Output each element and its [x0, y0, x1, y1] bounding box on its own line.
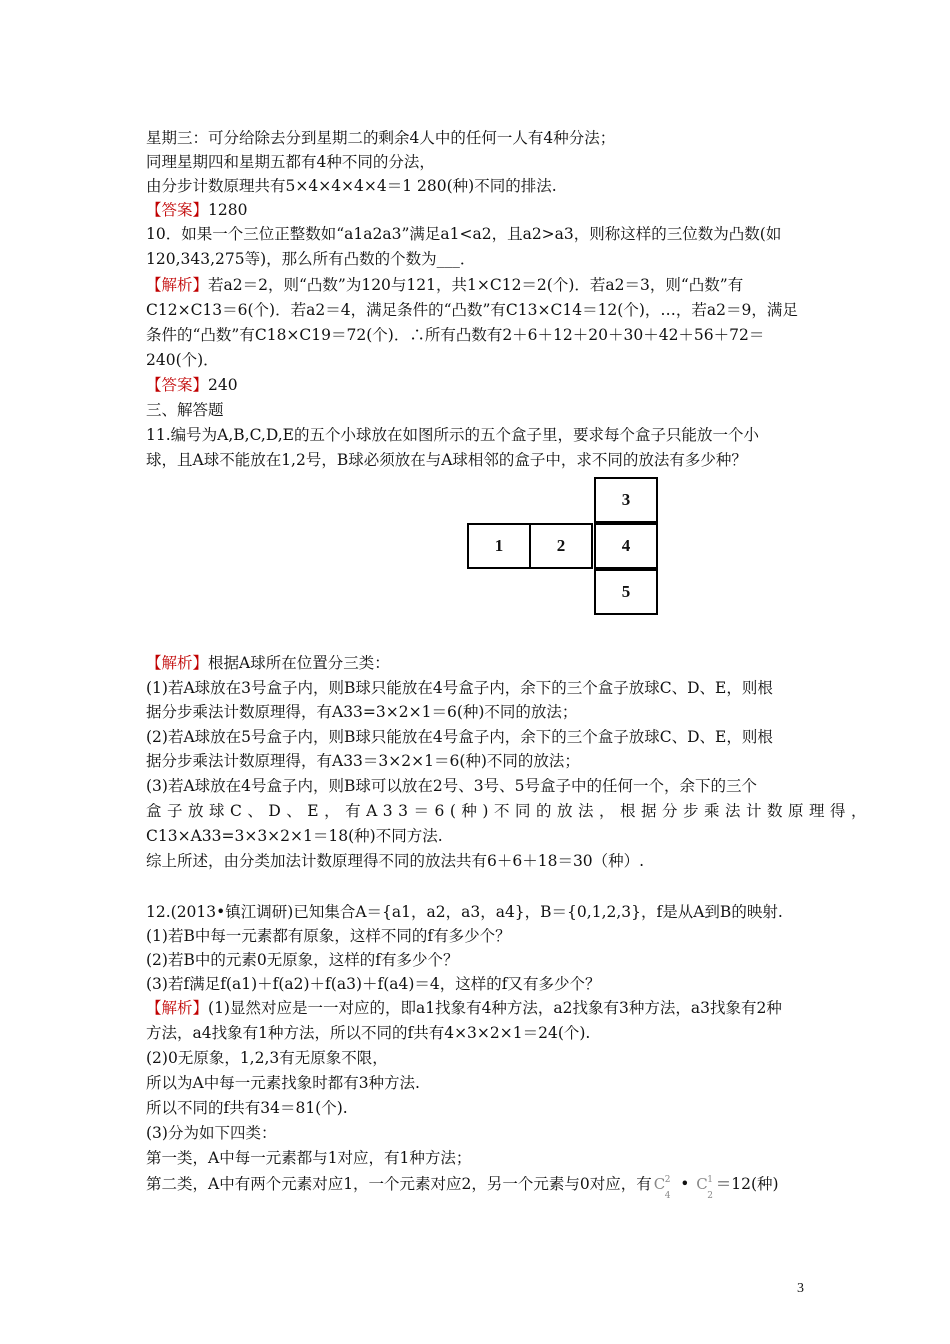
- text-line: 球，且A球不能放在1,2号，B球必须放在与A球相邻的盒子中，求不同的放法有多少种？: [146, 451, 747, 469]
- answer-tag: 【答案】: [146, 201, 209, 219]
- combination-symbol: C 1 2: [696, 1175, 714, 1201]
- text-line: (1)若A球放在3号盒子内，则B球只能放在4号盒子内，余下的三个盒子放球C、D、E，则根: [146, 679, 773, 697]
- text-line: 方法，a4找象有1种方法，所以不同的f共有4×3×2×1＝24(个).: [146, 1024, 591, 1042]
- combination-symbol: C 2 4: [653, 1175, 671, 1201]
- analysis-tag: 【解析】: [146, 654, 209, 672]
- text-line: (1)若B中每一元素都有原象，这样不同的f有多少个？: [146, 927, 511, 945]
- text-line: 由分步计数原理共有5×4×4×4×4＝1 280(种)不同的排法.: [146, 177, 557, 195]
- box-3: 3: [594, 477, 658, 523]
- text-line: 第一类，A中每一元素都与1对应，有1种方法；: [146, 1149, 472, 1167]
- text-line: (3)若A球放在4号盒子内，则B球可以放在2号、3号、5号盒子中的任何一个，余下的三个: [146, 777, 757, 795]
- answer-tag: 【答案】: [146, 376, 209, 394]
- analysis-line: 【解析】(1)显然对应是一一对应的，即a1找象有4种方法，a2找象有3种方法，a3找象有2种: [146, 999, 782, 1017]
- text-line: C12×C13＝6(个)．若a2＝4，满足条件的“凸数”有C13×C14＝12(个)，…，若a2＝9，满足: [146, 301, 798, 319]
- text-line: (2)若A球放在5号盒子内，则B球只能放在4号盒子内，余下的三个盒子放球C、D、E，则根: [146, 728, 773, 746]
- text-line: 240(个)．: [146, 351, 219, 369]
- text-line: 据分步乘法计数原理得，有A33=3×2×1＝6(种)不同的放法；: [146, 703, 578, 721]
- text-line: 所以为A中每一元素找象时都有3种方法.: [146, 1074, 420, 1092]
- answer-line: 【答案】1280: [146, 201, 248, 219]
- text-line: 第二类，A中有两个元素对应1，一个元素对应2，另一个元素与0对应，有 C 2 4 • C 1 2 ＝12(种): [146, 1175, 779, 1201]
- analysis-line: 【解析】根据A球所在位置分三类：: [146, 654, 390, 672]
- text-line: (2)0无原象，1,2,3有无原象不限，: [146, 1049, 388, 1067]
- section-heading: 三、解答题: [146, 401, 224, 419]
- page-number: 3: [797, 1281, 804, 1296]
- box-2: 2: [529, 523, 593, 569]
- text-line: 所以不同的f共有34＝81(个).: [146, 1099, 348, 1117]
- text-line: 同理星期四和星期五都有4种不同的分法，: [146, 153, 435, 171]
- text-line: (3)分为如下四类：: [146, 1124, 277, 1142]
- text-line: 据分步乘法计数原理得，有A33＝3×2×1＝6(种)不同的放法；: [146, 752, 580, 770]
- analysis-line: 【解析】若a2＝2，则“凸数”为120与121，共1×C12＝2(个)．若a2＝3，则“凸数”有: [146, 276, 744, 294]
- box-4: 4: [594, 523, 658, 569]
- text-line: C13×A33=3×3×2×1＝18(种)不同方法.: [146, 827, 443, 845]
- box-5: 5: [594, 569, 658, 615]
- box-1: 1: [467, 523, 531, 569]
- question-12: 12.(2013•镇江调研)已知集合A＝{a1，a2，a3，a4}，B＝{0,1,2,3}，f是从A到B的映射.: [146, 903, 783, 921]
- analysis-tag: 【解析】: [146, 999, 209, 1017]
- text-line: 盒子放球C、D、E，有A33＝6(种)不同的放法，根据分步乘法计数原理得，: [146, 802, 872, 820]
- text-line: 综上所述，由分类加法计数原理得不同的放法共有6＋6＋18＝30（种）.: [146, 852, 645, 870]
- analysis-tag: 【解析】: [146, 276, 209, 294]
- question-10: 10．如果一个三位正整数如“a1a2a3”满足a1<a2，且a2>a3，则称这样的三位数为凸数(如: [146, 225, 782, 243]
- answer-line: 【答案】240: [146, 376, 238, 394]
- text-line: 条件的“凸数”有C18×C19＝72(个)．∴所有凸数有2＋6＋12＋20＋30＋42＋56＋72＝: [146, 326, 765, 344]
- text-line: 120,343,275等)，那么所有凸数的个数为___．: [146, 250, 476, 268]
- text-line: (2)若B中的元素0无原象，这样的f有多少个？: [146, 951, 459, 969]
- question-11: 11.编号为A,B,C,D,E的五个小球放在如图所示的五个盒子里，要求每个盒子只能放一个小: [146, 426, 759, 444]
- text-line: (3)若f满足f(a1)＋f(a2)＋f(a3)＋f(a4)＝4，这样的f又有多少个？: [146, 975, 601, 993]
- text-line: 星期三：可分给除去分到星期二的剩余4人中的任何一人有4种分法；: [146, 129, 616, 147]
